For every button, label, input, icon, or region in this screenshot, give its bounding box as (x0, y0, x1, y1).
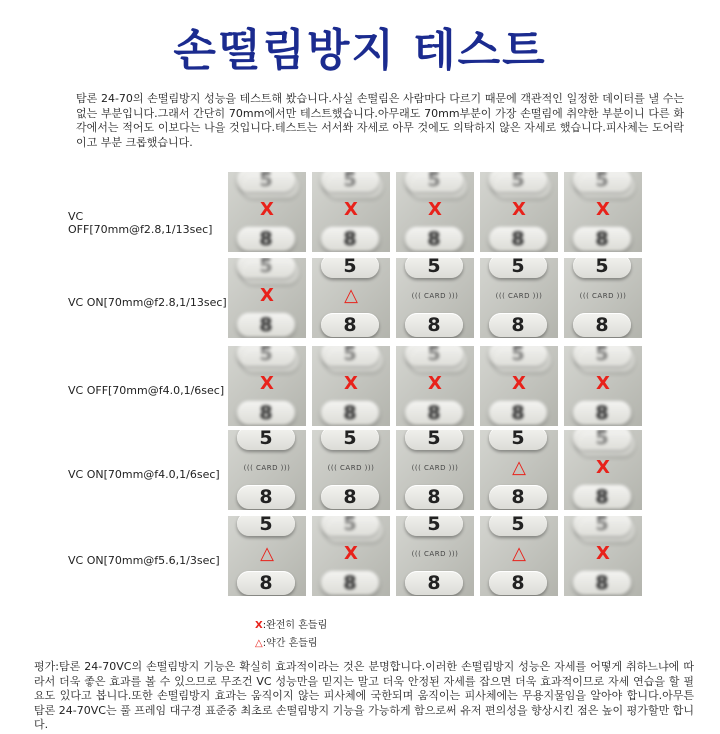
test-photo (312, 516, 390, 596)
key-digit: 5 (427, 346, 441, 365)
key-digit: 5 (259, 430, 273, 449)
key-digit: 5 (259, 516, 273, 535)
key-button-8 (573, 401, 631, 425)
key-digit: 8 (343, 486, 357, 508)
key-digit: 8 (427, 572, 441, 594)
key-button-5 (321, 258, 379, 278)
key-digit: 5 (259, 172, 273, 191)
x-mark-icon: X (260, 285, 274, 306)
key-button-5 (237, 516, 295, 536)
page-title: 손떨림방지 테스트 (173, 25, 547, 76)
test-photo (480, 516, 558, 596)
key-button-8 (321, 571, 379, 595)
key-digit: 8 (511, 228, 525, 250)
key-button-5 (405, 430, 463, 450)
test-photo (396, 258, 474, 338)
key-digit: 8 (343, 402, 357, 424)
test-photo (396, 430, 474, 510)
motion-ghost (325, 348, 383, 372)
key-button-5 (237, 430, 295, 450)
intro-paragraph: 탐론 24-70의 손떨림방지 성능을 테스트해 봤습니다.사실 손떨림은 사람마다 다르기 때문에 객관적인 일정한 데이터를 낼 수는 없는 부분입니다.그래서 간단히 70mm에서만 테스트했습니다.아무래도 70mm부분이 가장 손떨림에 취약한 부분이니 다른 화각에서는 적어도 이보다는 나을 것입니다.테스트는 서서쏴 자세로 아무 것에도 의탁하지 않은 자세로 했습니다.피사체는 도어락이고 부분 크롭했습니다. (76, 92, 684, 149)
test-photo (312, 258, 390, 338)
row-label: VC ON[70mm@f5.6,1/3sec] (68, 554, 220, 567)
test-photo (564, 258, 642, 338)
key-digit: 5 (259, 258, 273, 277)
key-button-5 (489, 516, 547, 536)
test-photo (312, 172, 390, 252)
legend-x-text: :완전히 흔들림 (262, 620, 328, 631)
row-label: VC ON[70mm@f4.0,1/6sec] (68, 468, 220, 481)
key-digit: 8 (595, 402, 609, 424)
key-digit: 8 (511, 314, 525, 336)
key-digit: 5 (595, 258, 609, 277)
key-digit: 8 (595, 314, 609, 336)
key-button-8 (405, 485, 463, 509)
key-digit: 8 (427, 402, 441, 424)
key-button-8 (573, 227, 631, 251)
key-button-8 (405, 227, 463, 251)
key-button-8 (405, 571, 463, 595)
key-digit: 5 (595, 172, 609, 191)
x-mark-icon: X (260, 199, 274, 220)
x-mark-icon: X (512, 373, 526, 394)
key-digit: 8 (259, 314, 273, 336)
x-mark-icon: X (596, 199, 610, 220)
motion-ghost (241, 260, 299, 284)
test-photo (480, 258, 558, 338)
motion-ghost (577, 432, 635, 456)
key-digit: 5 (427, 172, 441, 191)
key-button-8 (237, 485, 295, 509)
key-digit: 5 (511, 346, 525, 365)
key-digit: 5 (595, 516, 609, 535)
key-digit: 5 (511, 430, 525, 449)
x-mark-icon: X (428, 373, 442, 394)
key-button-5 (405, 516, 463, 536)
key-digit: 8 (259, 402, 273, 424)
test-photo (228, 430, 306, 510)
key-digit: 5 (343, 430, 357, 449)
test-photo (396, 172, 474, 252)
test-photo (396, 346, 474, 426)
key-digit: 5 (427, 430, 441, 449)
key-digit: 5 (427, 258, 441, 277)
triangle-mark-icon: △ (512, 543, 526, 564)
motion-ghost (577, 348, 635, 372)
key-button-8 (489, 571, 547, 595)
key-digit: 5 (511, 516, 525, 535)
motion-ghost (409, 348, 467, 372)
key-digit: 8 (259, 572, 273, 594)
legend-x (255, 616, 327, 631)
x-mark-icon: X (596, 373, 610, 394)
row-label: VC ON[70mm@f2.8,1/13sec] (68, 296, 227, 309)
key-digit: 8 (595, 228, 609, 250)
key-digit: 5 (343, 346, 357, 365)
key-digit: 5 (343, 258, 357, 277)
x-mark-icon: X (255, 620, 263, 631)
motion-ghost (325, 518, 383, 542)
key-digit: 5 (259, 346, 273, 365)
x-mark-icon: X (428, 199, 442, 220)
key-digit: 5 (595, 346, 609, 365)
test-photo (564, 346, 642, 426)
key-button-8 (321, 485, 379, 509)
evaluation-paragraph: 평가:탐론 24-70VC의 손떨림방지 기능은 확실히 효과적이라는 것은 분명합니다.이러한 손떨림방지 성능은 자세를 어떻게 취하느냐에 따라서 더욱 좋은 효과를 볼 수 있으므로 무조건 VC 성능만을 믿지는 말고 더욱 안정된 자세를 잡으면 더욱 효과적이므로 자세 연습을 할 필요도 있다고 봅니다.또한 손떨림방지 효과는 움직이지 않는 피사체에 국한되며 움직이는 피사체에는 무용지물임을 알아야 합니다.아무튼 탐론 24-70VC는 풀 프레임 대구경 표준중 최초로 손떨림방지 기능을 가능하게 함으로써 유저 편의성을 향상시킨 점은 높이 평가할만 합니다. (34, 660, 695, 731)
key-button-8 (237, 227, 295, 251)
key-button-8 (321, 313, 379, 337)
key-digit: 8 (511, 402, 525, 424)
card-label: ((( CARD ))) (327, 464, 375, 472)
key-digit: 8 (511, 572, 525, 594)
row-label: VC OFF[70mm@f2.8,1/13sec] (68, 210, 213, 236)
key-button-8 (489, 313, 547, 337)
key-button-5 (489, 430, 547, 450)
key-digit: 5 (343, 172, 357, 191)
card-label: ((( CARD ))) (411, 550, 459, 558)
key-button-5 (489, 258, 547, 278)
triangle-mark-icon: △ (255, 638, 263, 649)
card-label: ((( CARD ))) (243, 464, 291, 472)
key-digit: 8 (343, 572, 357, 594)
row-label: VC OFF[70mm@f4.0,1/6sec] (68, 384, 225, 397)
motion-ghost (241, 348, 299, 372)
legend-triangle (255, 634, 318, 649)
key-digit: 8 (595, 572, 609, 594)
x-mark-icon: X (344, 373, 358, 394)
x-mark-icon: X (344, 543, 358, 564)
test-photo (228, 172, 306, 252)
test-photo (312, 346, 390, 426)
key-button-8 (489, 227, 547, 251)
motion-ghost (577, 518, 635, 542)
key-button-8 (573, 485, 631, 509)
x-mark-icon: X (512, 199, 526, 220)
test-photo (312, 430, 390, 510)
key-button-8 (321, 401, 379, 425)
x-mark-icon: X (596, 457, 610, 478)
key-button-8 (573, 313, 631, 337)
key-button-8 (573, 571, 631, 595)
key-digit: 8 (259, 486, 273, 508)
key-digit: 5 (343, 516, 357, 535)
x-mark-icon: X (260, 373, 274, 394)
key-digit: 5 (427, 516, 441, 535)
key-button-8 (237, 401, 295, 425)
x-mark-icon: X (344, 199, 358, 220)
motion-ghost (241, 174, 299, 198)
card-label: ((( CARD ))) (411, 464, 459, 472)
key-digit: 5 (511, 172, 525, 191)
key-button-5 (405, 258, 463, 278)
motion-ghost (325, 174, 383, 198)
key-digit: 8 (595, 486, 609, 508)
key-digit: 8 (427, 486, 441, 508)
motion-ghost (493, 174, 551, 198)
card-label: ((( CARD ))) (495, 292, 543, 300)
key-button-8 (237, 571, 295, 595)
motion-ghost (577, 174, 635, 198)
test-photo (480, 172, 558, 252)
key-button-8 (489, 401, 547, 425)
key-button-8 (489, 485, 547, 509)
triangle-mark-icon: △ (512, 457, 526, 478)
key-digit: 8 (343, 314, 357, 336)
test-photo (228, 516, 306, 596)
motion-ghost (493, 348, 551, 372)
test-photo (228, 258, 306, 338)
test-photo (564, 516, 642, 596)
test-photo (564, 172, 642, 252)
key-digit: 5 (595, 430, 609, 449)
key-button-8 (237, 313, 295, 337)
key-digit: 8 (511, 486, 525, 508)
key-button-5 (573, 258, 631, 278)
key-digit: 8 (427, 314, 441, 336)
card-label: ((( CARD ))) (579, 292, 627, 300)
motion-ghost (409, 174, 467, 198)
key-button-8 (405, 313, 463, 337)
key-button-8 (405, 401, 463, 425)
card-label: ((( CARD ))) (411, 292, 459, 300)
test-photo (564, 430, 642, 510)
test-photo (228, 346, 306, 426)
key-digit: 8 (343, 228, 357, 250)
key-button-5 (321, 430, 379, 450)
legend-triangle-text: :약간 흔들림 (262, 638, 318, 649)
test-photo (396, 516, 474, 596)
key-button-8 (321, 227, 379, 251)
key-digit: 5 (511, 258, 525, 277)
triangle-mark-icon: △ (344, 285, 358, 306)
key-digit: 8 (427, 228, 441, 250)
key-digit: 8 (259, 228, 273, 250)
test-photo (480, 430, 558, 510)
triangle-mark-icon: △ (260, 543, 274, 564)
test-photo (480, 346, 558, 426)
x-mark-icon: X (596, 543, 610, 564)
